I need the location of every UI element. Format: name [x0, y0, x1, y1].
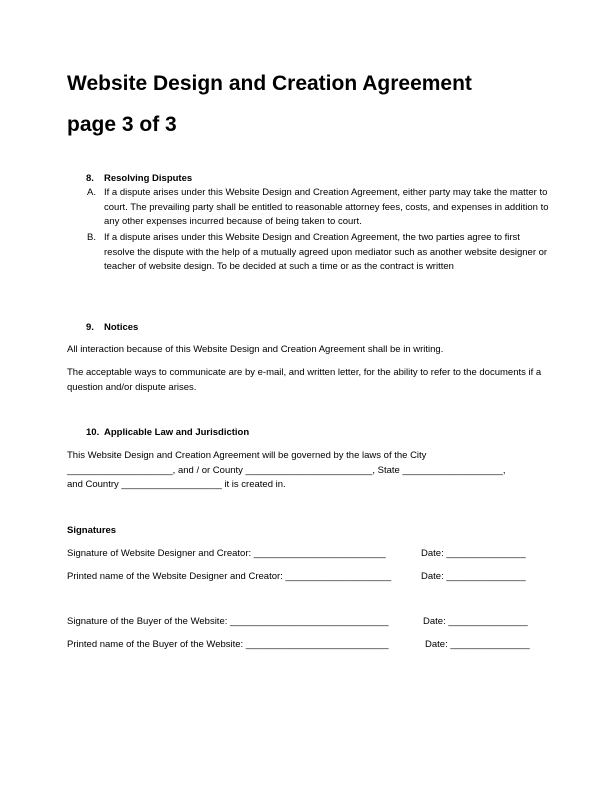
document-title: Website Design and Creation Agreement	[67, 72, 472, 95]
date-line: Date: _______________	[421, 548, 526, 559]
section-heading-law	[86, 427, 249, 439]
list-item-letter: A.	[87, 187, 96, 198]
page-label: page 3 of 3	[67, 113, 177, 136]
date-line: Date: _______________	[423, 616, 528, 627]
section-number: 8.	[86, 173, 94, 184]
section-number: 9.	[86, 322, 94, 333]
law-line: ____________________, and / or County ________________________, State ___________________,	[67, 465, 506, 476]
section-heading-resolving	[86, 173, 192, 185]
printed-name-line-designer: Printed name of the Website Designer and Creator: ____________________	[67, 571, 392, 582]
signatures-heading: Signatures	[67, 525, 117, 536]
section-title: Notices	[104, 322, 139, 333]
law-line: This Website Design and Creation Agreement will be governed by the laws of the City	[67, 450, 427, 461]
printed-name-line-buyer: Printed name of the Buyer of the Website: ___________________________	[67, 639, 389, 650]
signature-line-buyer: Signature of the Buyer of the Website: ______________________________	[67, 616, 389, 627]
law-line: and Country ___________________ it is created in.	[67, 479, 286, 490]
section-title: Resolving Disputes	[104, 173, 193, 184]
signature-line-designer: Signature of Website Designer and Creator: _________________________	[67, 548, 386, 559]
section-number: 10.	[86, 427, 100, 438]
section-title: Applicable Law and Jurisdiction	[104, 427, 250, 438]
list-item-text: If a dispute arises under this Website Design and Creation Agreement, the two parties agree to first resolve the dispute with the help of a mutually agreed upon mediator such as another website designer or teacher of website design. To be decided at such a time or as the contract is written	[104, 232, 548, 273]
list-item-text: If a dispute arises under this Website Design and Creation Agreement, either party may take the matter to court. The prevailing party shall be entitled to reasonable attorney fees, costs, and expenses in addition to any other expenses incurred because of being taken to court.	[104, 187, 549, 228]
list-item-letter: B.	[87, 232, 96, 243]
notices-paragraph: All interaction because of this Website Design and Creation Agreement shall be in writing.	[67, 344, 444, 355]
notices-paragraph: The acceptable ways to communicate are by e-mail, and written letter, for the ability to refer to the documents if a question and/or dispute arises.	[67, 367, 542, 393]
date-line: Date: _______________	[425, 639, 530, 650]
section-heading-notices	[86, 322, 138, 334]
date-line: Date: _______________	[421, 571, 526, 582]
